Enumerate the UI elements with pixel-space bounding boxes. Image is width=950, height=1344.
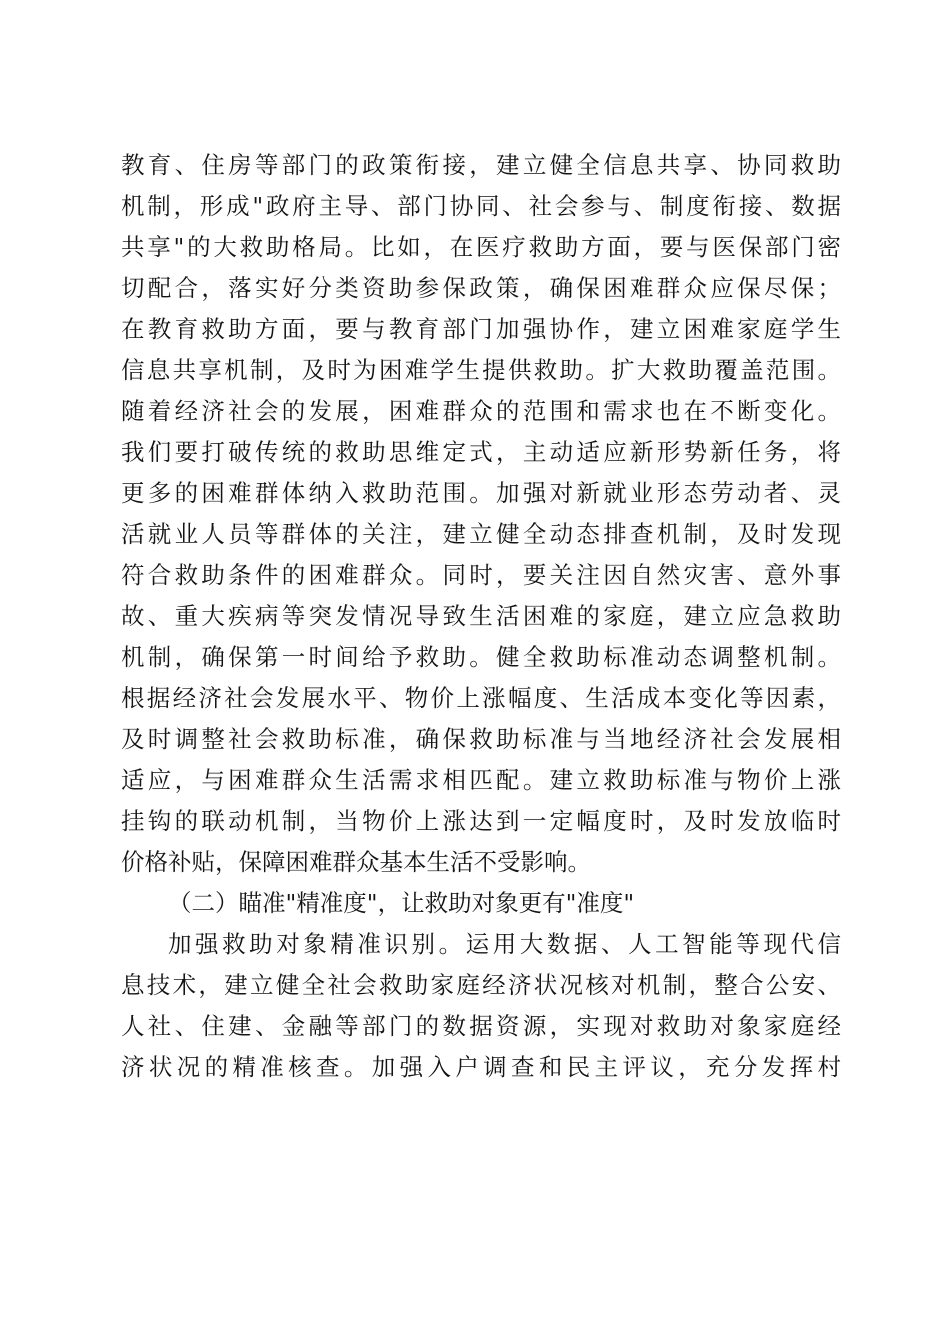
text-line: 随着经济社会的发展，困难群众的范围和需求也在不断变化。 [121, 397, 841, 425]
paragraph-line: 息技术，建立健全社会救助家庭经济状况核对机制，整合公安、 [121, 971, 841, 999]
text-line: 机制，确保第一时间给予救助。健全救助标准动态调整机制。 [121, 643, 841, 671]
text-line: 活就业人员等群体的关注，建立健全动态排查机制，及时发现 [121, 520, 841, 548]
text-line: 根据经济社会发展水平、物价上涨幅度、生活成本变化等因素， [121, 684, 841, 712]
text-line: 我们要打破传统的救助思维定式，主动适应新形势新任务，将 [121, 438, 841, 466]
paragraph-line: 加强救助对象精准识别。运用大数据、人工智能等现代信 [168, 930, 841, 958]
text-line: 适应，与困难群众生活需求相匹配。建立救助标准与物价上涨 [121, 766, 841, 794]
text-line: 更多的困难群体纳入救助范围。加强对新就业形态劳动者、灵 [121, 479, 841, 507]
document-body [121, 145, 841, 1088]
text-line: 故、重大疾病等突发情况导致生活困难的家庭，建立应急救助 [121, 602, 841, 630]
text-line: 挂钩的联动机制，当物价上涨达到一定幅度时，及时发放临时 [121, 807, 841, 835]
text-line: 符合救助条件的困难群众。同时，要关注因自然灾害、意外事 [121, 561, 841, 589]
section-heading: （二）瞄准"精准度"，让救助对象更有"准度" [168, 889, 635, 917]
text-line: 价格补贴，保障困难群众基本生活不受影响。 [121, 848, 591, 876]
text-line: 及时调整社会救助标准，确保救助标准与当地经济社会发展相 [121, 725, 841, 753]
paragraph-line: 人社、住建、金融等部门的数据资源，实现对救助对象家庭经 [121, 1012, 841, 1040]
text-line: 切配合，落实好分类资助参保政策，确保困难群众应保尽保； [121, 274, 841, 302]
text-line: 教育、住房等部门的政策衔接，建立健全信息共享、协同救助 [121, 151, 841, 179]
text-line: 在教育救助方面，要与教育部门加强协作，建立困难家庭学生 [121, 315, 841, 343]
text-line: 信息共享机制，及时为困难学生提供救助。扩大救助覆盖范围。 [121, 356, 841, 384]
text-line: 共享"的大救助格局。比如，在医疗救助方面，要与医保部门密 [121, 233, 841, 261]
paragraph-line: 济状况的精准核查。加强入户调查和民主评议，充分发挥村 [121, 1053, 841, 1081]
text-line: 机制，形成"政府主导、部门协同、社会参与、制度衔接、数据 [121, 192, 841, 220]
